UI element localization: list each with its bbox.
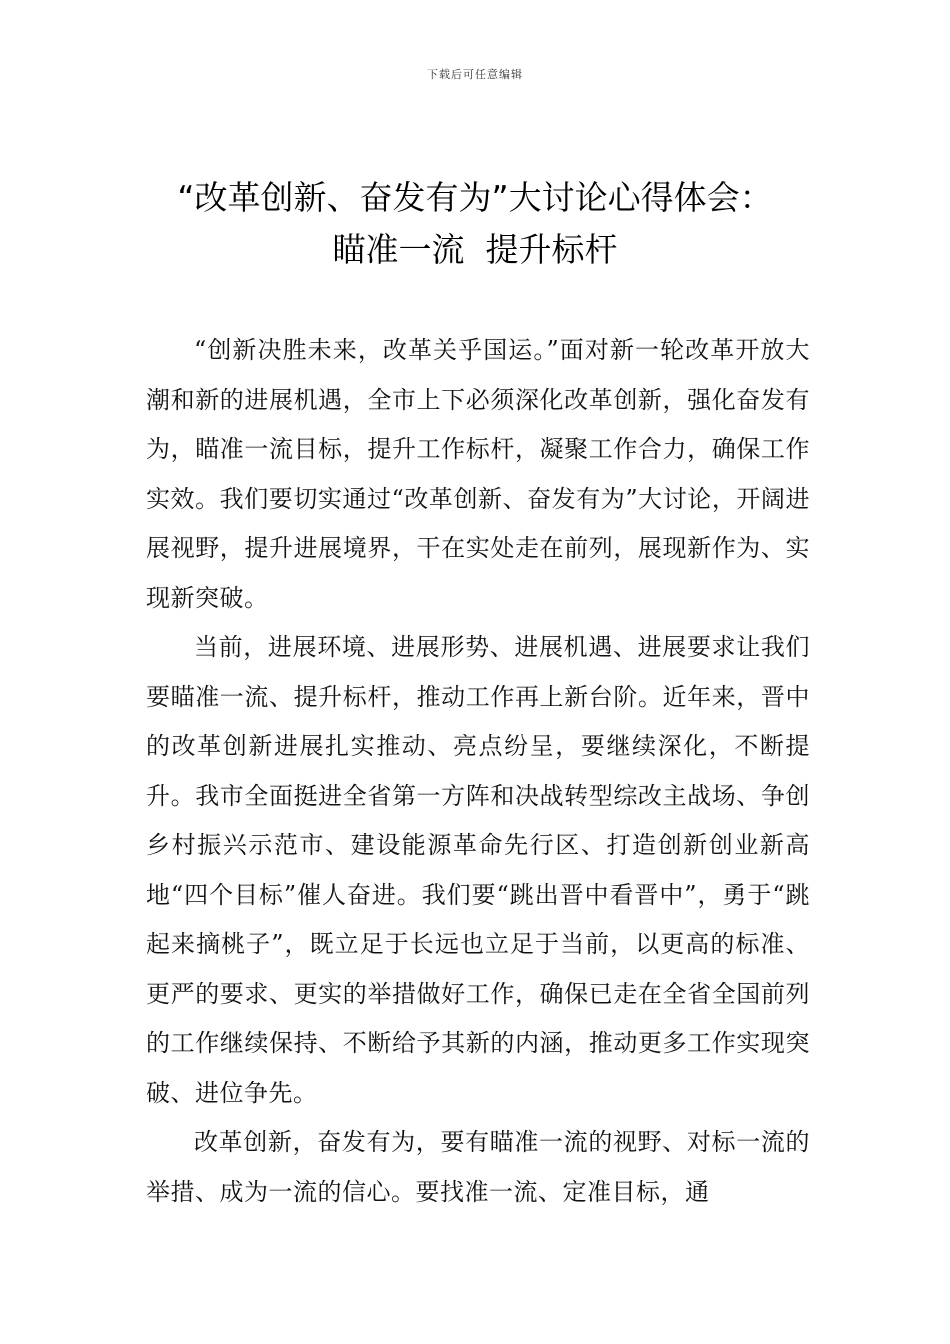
header-note: 下载后可任意编辑: [427, 68, 523, 81]
paragraph-3: 改革创新，奋发有为，要有瞄准一流的视野、对标一流的举措、成为一流的信心。要找准一流、定准目标，通: [146, 1128, 810, 1206]
paragraph-1: “创新决胜未来，改革关乎国运。”面对新一轮改革开放大潮和新的进展机遇，全市上下必须深化改革创新，强化奋发有为，瞄准一流目标，提升工作标杆，凝聚工作合力，确保工作实效。我们要切实通过“改革创新、奋发有为”大讨论，开阔进展视野，提升进展境界，干在实处走在前列，展现新作为、实现新突破。: [146, 336, 810, 612]
title-line-1: “改革创新、奋发有为”大讨论心得体会：: [177, 178, 773, 217]
document-title: [110, 172, 840, 276]
title-line-2: 瞄准一流 提升标杆: [332, 230, 618, 269]
paragraph-2: 当前，进展环境、进展形势、进展机遇、进展要求让我们要瞄准一流、提升标杆，推动工作再上新台阶。近年来，晋中的改革创新进展扎实推动、亮点纷呈，要继续深化，不断提升。我市全面挺进全省第一方阵和决战转型综改主战场、争创乡村振兴示范市、建设能源革命先行区、打造创新创业新高地“四个目标”催人奋进。我们要“跳出晋中看晋中”，勇于“跳起来摘桃子”，既立足于长远也立足于当前，以更高的标准、更严的要求、更实的举措做好工作，确保已走在全省全国前列的工作继续保持、不断给予其新的内涵，推动更多工作实现突破、进位争先。: [146, 633, 810, 1107]
document-body: [146, 326, 810, 1217]
